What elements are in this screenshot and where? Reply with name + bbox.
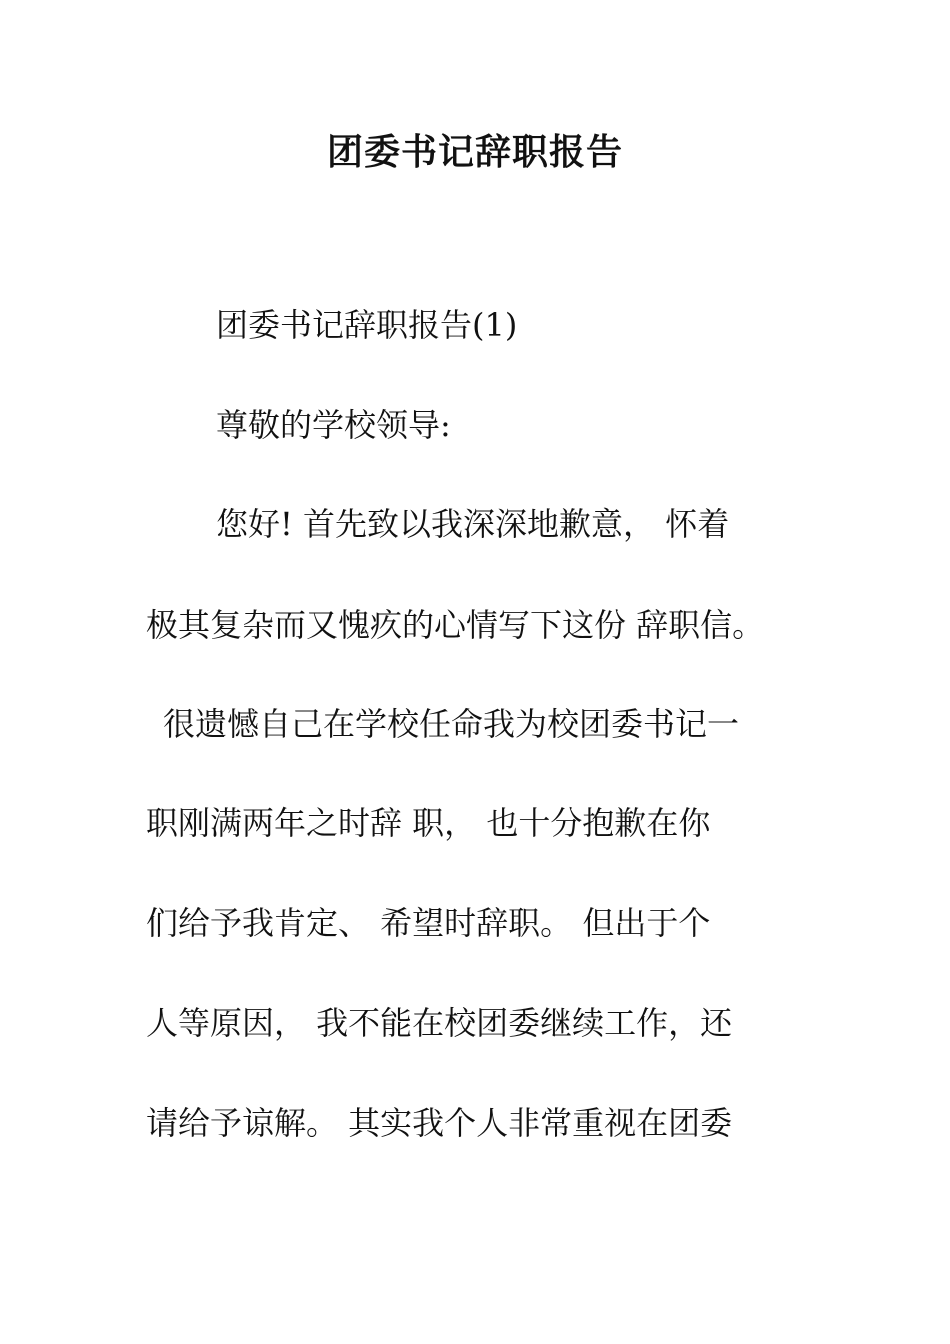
body-line: 人等原因， 我不能在校团委继续工作，还 (146, 1004, 733, 1042)
document-title: 团委书记辞职报告 (326, 131, 623, 173)
body-line: 极其复杂而又愧疚的心情写下这份 辞职信。 (146, 606, 765, 644)
section-heading: 团委书记辞职报告(1) (216, 306, 518, 344)
body-line: 们给予我肯定、 希望时辞职。 但出于个 (146, 904, 711, 942)
body-line: 职刚满两年之时辞 职， 也十分抱歉在你 (146, 804, 711, 842)
salutation: 尊敬的学校领导: (216, 406, 451, 444)
body-line: 您好! 首先致以我深深地歉意， 怀着 (216, 505, 730, 543)
body-line: 很遗憾自己在学校任命我为校团委书记一 (163, 705, 740, 743)
body-line: 请给予谅解。 其实我个人非常重视在团委 (146, 1104, 733, 1142)
